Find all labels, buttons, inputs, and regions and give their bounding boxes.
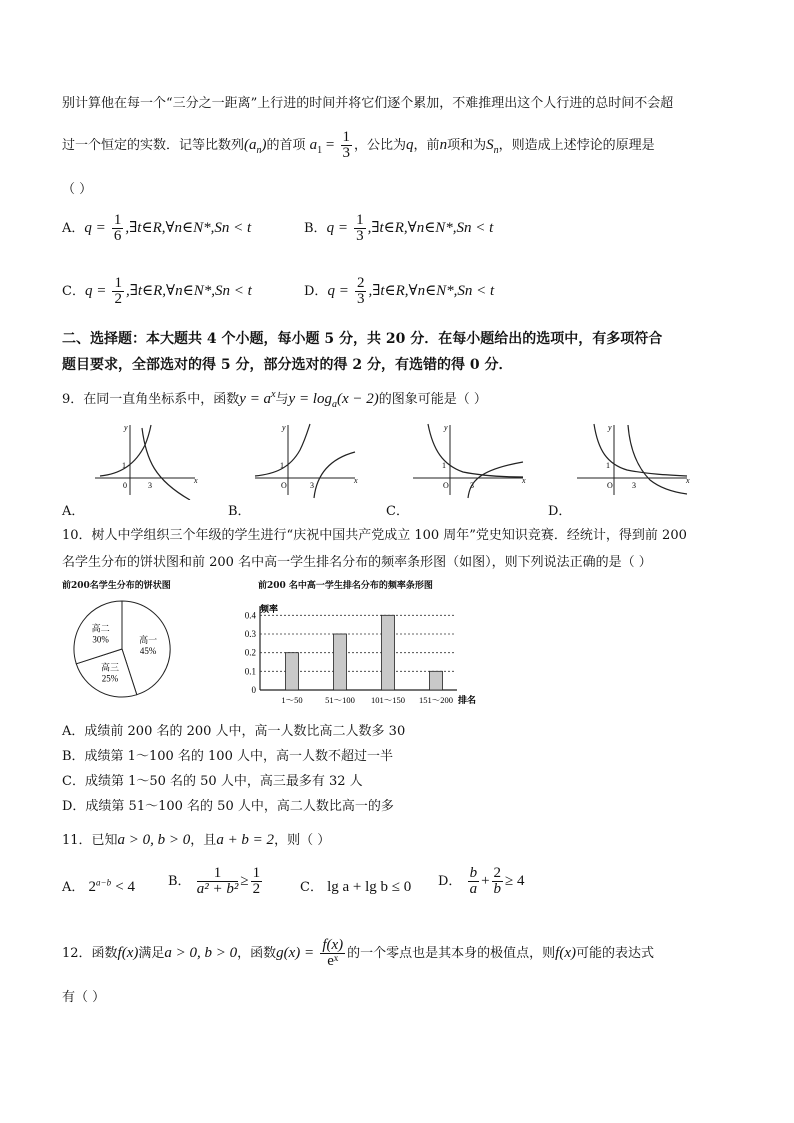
q11-d-den1: a <box>469 881 478 897</box>
q11-a-label: A． <box>62 880 85 895</box>
q8-a-rest: ,∃t∈R,∀n∈N*,Sn < t <box>125 220 252 236</box>
q8-c-frac <box>112 276 124 307</box>
graph-d-x-label: x <box>686 476 690 485</box>
q9-func1-sup: x <box>271 389 276 400</box>
bar-1～50 <box>286 653 299 690</box>
pie-label-pct: 30% <box>92 634 109 645</box>
bar-151～200 <box>430 671 443 690</box>
graph-b-tick-1: 1 <box>280 461 284 470</box>
q11-text-c: ，则（ ） <box>274 833 331 848</box>
q8-a-num: 1 <box>113 212 122 228</box>
q10-line-1: 10．树人中学组织三个年级的学生进行“庆祝中国共产党成立 100 周年”党史知识竞赛．经统计，得到前 200 <box>62 528 687 543</box>
q11-option-b[interactable] <box>168 866 264 897</box>
graph-d-tick-1: 1 <box>606 461 610 470</box>
a1-den: 3 <box>342 145 351 161</box>
q10-option-c[interactable]: C．成绩第 1～50 名的 50 人中，高三最多有 32 人 <box>62 774 363 789</box>
bar-yticks <box>245 610 257 695</box>
q12-cond: a > 0, b > 0 <box>164 945 238 961</box>
intro-line-2 <box>62 130 655 161</box>
bar-101～150 <box>382 615 395 690</box>
q8-option-a[interactable]: A．q = $\frac{1}{6}$ ,∃t∈R,∀n∈N*,Sn < t <box>62 212 252 244</box>
pie-label-pct: 25% <box>101 673 119 684</box>
sn-symbol <box>486 137 499 156</box>
intro-text-e: 项和为 <box>447 138 487 153</box>
graph-c-tick-o: O <box>443 481 449 490</box>
q8-d-num: 2 <box>356 275 365 291</box>
bar-ytick-label: 0 <box>251 685 256 695</box>
intro-text-d: ，前 <box>413 138 440 153</box>
q11-option-c[interactable] <box>300 876 411 896</box>
q8-b-den: 3 <box>356 228 364 244</box>
graph-c-x-label: x <box>522 476 526 485</box>
q11-cond2: a + b = 2 <box>216 832 275 848</box>
q11-b-frac <box>197 866 239 897</box>
section2-line-2: 题目要求，全部选对的得 5 分，部分选对的得 2 分，有选错的得 0 分． <box>62 357 513 373</box>
q8-option-c[interactable]: C．q = $\frac{1}{2}$ ,∃t∈R,∀n∈N*,Sn < t <box>62 275 252 307</box>
q11-c-label: C． <box>300 880 323 895</box>
seq-open: (a <box>244 137 257 153</box>
graph-c-tick-1: 1 <box>442 461 446 470</box>
q9-label-d[interactable]: D． <box>548 504 572 519</box>
graph-b-y-label: y <box>282 423 286 432</box>
graph-d-curve-log <box>628 425 687 494</box>
bar-title: 前200 名中高一学生排名分布的频率条形图 <box>258 581 433 591</box>
graph-b-curve-log <box>314 452 355 498</box>
bar-xtick-label: 101～150 <box>370 695 406 705</box>
q12-text-b: 满足 <box>138 946 165 961</box>
q12-text-a: 12．函数 <box>62 946 118 961</box>
pie-title: 前200名学生分布的饼状图 <box>62 581 171 591</box>
q8-option-d[interactable]: D．q = $\frac{2}{3}$ ,∃t∈R,∀n∈N*,Sn < t <box>304 275 495 307</box>
pie-label-name: 高三 <box>100 662 120 673</box>
q9-graph-b <box>250 420 360 500</box>
sequence-symbol <box>244 137 267 156</box>
graph-c-curve-log <box>468 462 523 498</box>
bar-51～100 <box>334 634 347 690</box>
q11-b-label: B． <box>168 874 191 889</box>
q12-text-c: ，函数 <box>237 946 277 961</box>
pie-chart <box>62 594 192 704</box>
q8-d-label: D． <box>304 284 328 299</box>
q9-func1-base: y = a <box>239 391 272 407</box>
q9-stem <box>62 388 487 410</box>
a1-eq: = <box>325 137 335 153</box>
q8-a-den: 6 <box>113 228 122 244</box>
q11-d-num1: b <box>469 865 478 881</box>
q11-b-rnum: 1 <box>252 865 261 881</box>
q8-d-den: 3 <box>356 291 365 307</box>
q8-d-rest: ,∃t∈R,∀n∈N*,Sn < t <box>368 283 495 299</box>
graph-b-tick-3: 3 <box>310 481 314 490</box>
intro-text-b: 的首项 <box>266 138 306 153</box>
graph-c-tick-3: 3 <box>470 481 474 490</box>
q11-d-frac2 <box>492 866 504 897</box>
q11-d-den2: b <box>493 881 502 897</box>
q11-d-frac1 <box>468 866 480 897</box>
graph-d-tick-o: O <box>607 481 613 490</box>
q12-text-e: 可能的表达式 <box>576 946 655 961</box>
q9-text-a: 9．在同一直角坐标系中，函数 <box>62 392 240 407</box>
q11-b-den: a² + b² <box>196 881 239 897</box>
q11-b-num: 1 <box>197 866 239 882</box>
q11-a-rest: < 4 <box>115 879 135 895</box>
q11-a-base: 2 <box>88 879 97 895</box>
q8-d-frac <box>355 276 367 307</box>
q8-a-frac <box>112 213 124 244</box>
intro-text-a: 过一个恒定的实数．记等比数列 <box>62 138 245 153</box>
q9-graph-d <box>572 420 692 500</box>
graph-a-y-label: y <box>124 423 128 432</box>
q12-g-num: f(x) <box>322 937 344 953</box>
q8-b-rest: ,∃t∈R,∀n∈N*,Sn < t <box>367 220 494 236</box>
q12-f: f(x) <box>117 945 139 961</box>
q9-func2 <box>288 391 379 410</box>
a1-a: a <box>309 137 318 153</box>
bar-ytick-label: 0.3 <box>244 629 256 639</box>
q11-text-a: 11．已知 <box>62 833 118 848</box>
q11-b-rden: 2 <box>252 881 261 897</box>
bar-chart <box>232 592 492 712</box>
q10-option-b[interactable]: B．成绩第 1～100 名的 100 人中，高一人数不超过一半 <box>62 749 393 764</box>
q11-text-b: ，且 <box>190 833 217 848</box>
q9-label-b[interactable]: B． <box>228 504 251 519</box>
graph-a-tick-3: 3 <box>148 481 152 490</box>
graph-d-tick-3: 3 <box>632 481 636 490</box>
pie-label-name: 高一 <box>139 634 158 645</box>
q9-graph-a <box>90 420 200 500</box>
q9-graph-c <box>408 420 528 500</box>
intro-line-1: 别计算他在每一个“三分之一距离”上行进的时间并将它们逐个累加，不难推理出这个人行进的总时间不会超 <box>62 96 674 111</box>
q9-func2-sub: a <box>331 399 337 410</box>
q11-c-expr: lg a + lg b ≤ 0 <box>327 879 412 895</box>
bar-x-label: 排名 <box>458 695 477 705</box>
sn-s: S <box>486 137 494 153</box>
bar-ytick-label: 0.2 <box>244 647 256 658</box>
q11-b-rfrac <box>251 866 263 897</box>
graph-b-tick-o: O <box>281 481 287 490</box>
bar-ytick-label: 0.1 <box>244 666 256 677</box>
q8-option-b[interactable]: B．q = $\frac{1}{3}$ ,∃t∈R,∀n∈N*,Sn < t <box>304 212 494 244</box>
q9-label-c[interactable]: C． <box>386 504 409 519</box>
q12-g-den: eˣ <box>327 953 339 969</box>
a1-sub: 1 <box>317 145 323 156</box>
q12-g: g(x) = <box>276 945 315 961</box>
q12-stem <box>62 938 654 969</box>
pie-label-name: 高二 <box>91 623 110 634</box>
q10-option-d[interactable]: D．成绩第 51～100 名的 50 人中，高二人数比高一的多 <box>62 799 394 814</box>
intro-text-f: ，则造成上述悖论的原理是 <box>498 138 655 153</box>
q11-d-label: D． <box>438 874 462 889</box>
q12-g-frac <box>320 938 345 969</box>
intro-line-3: （ ） <box>62 182 93 197</box>
q11-cond: a > 0, b > 0 <box>117 832 191 848</box>
bar-xticks <box>281 695 453 705</box>
bar-xtick-label: 1～50 <box>281 695 303 705</box>
seq-sub: n <box>256 145 262 156</box>
a1-num: 1 <box>342 129 351 145</box>
q8-c-rest: ,∃t∈R,∀n∈N*,Sn < t <box>125 283 252 299</box>
q12-line-2: 有（ ） <box>62 990 106 1005</box>
bar-xtick-label: 151～200 <box>418 695 454 705</box>
pie-label-pct: 45% <box>139 645 157 656</box>
q9-text-b: 与 <box>275 392 289 407</box>
bar-xtick-label: 51～100 <box>325 695 355 705</box>
q11-option-d[interactable] <box>438 866 525 897</box>
q8-a-label: A． <box>62 221 85 236</box>
bar-ytick-label: 0.4 <box>244 610 256 621</box>
q8-b-frac <box>354 213 366 244</box>
a1-fraction <box>341 130 353 161</box>
q12-f2: f(x) <box>555 945 576 961</box>
q9-func2-base: y = log <box>288 391 332 407</box>
graph-c-y-label: y <box>444 423 448 432</box>
n-symbol: n <box>439 137 448 153</box>
q11-d-rest: ≥ 4 <box>505 873 525 889</box>
q8-c-label: C． <box>62 284 85 299</box>
graph-d-y-label: y <box>608 423 612 432</box>
q8-c-num: 1 <box>114 275 122 291</box>
q9-func1 <box>239 391 275 407</box>
q11-d-plus: + <box>481 873 490 889</box>
q9-text-c: 的图象可能是（ ） <box>378 392 487 407</box>
graph-a-tick-1: 1 <box>122 461 126 470</box>
q-symbol: q <box>406 137 414 153</box>
q11-d-num2: 2 <box>493 865 502 881</box>
q8-c-den: 2 <box>114 291 122 307</box>
q12-text-d: 的一个零点也是其本身的极值点，则 <box>347 946 556 961</box>
intro-text-c: ，公比为 <box>354 138 407 153</box>
q11-a-sup: a−b <box>96 877 112 888</box>
q11-b-ge: ≥ <box>240 873 249 889</box>
graph-b-x-label: x <box>354 476 358 485</box>
a1-symbol <box>309 137 335 156</box>
q11-stem <box>62 829 330 849</box>
q10-line-2: 名学生分布的饼状图和前 200 名中高一学生排名分布的频率条形图（如图），则下列说法正确的是（ ） <box>62 555 652 570</box>
sn-sub: n <box>493 145 499 156</box>
q8-b-num: 1 <box>356 212 364 228</box>
q11-option-a[interactable] <box>62 876 135 896</box>
q10-option-a[interactable]: A．成绩前 200 名的 200 人中，高一人数比高二人数多 30 <box>62 724 406 739</box>
q8-b-label: B． <box>304 221 327 236</box>
bar-y-label: 频率 <box>260 604 279 614</box>
q9-func2-end: (x − 2) <box>336 391 379 407</box>
graph-a-x-label: x <box>194 476 198 485</box>
graph-a-tick-0: 0 <box>123 481 127 490</box>
q9-label-a[interactable]: A． <box>62 504 85 519</box>
seq-close: ) <box>261 137 267 153</box>
section2-line-1: 二、选择题：本大题共 4 个小题，每小题 5 分，共 20 分．在每小题给出的选项中，有多项符合 <box>62 331 663 347</box>
